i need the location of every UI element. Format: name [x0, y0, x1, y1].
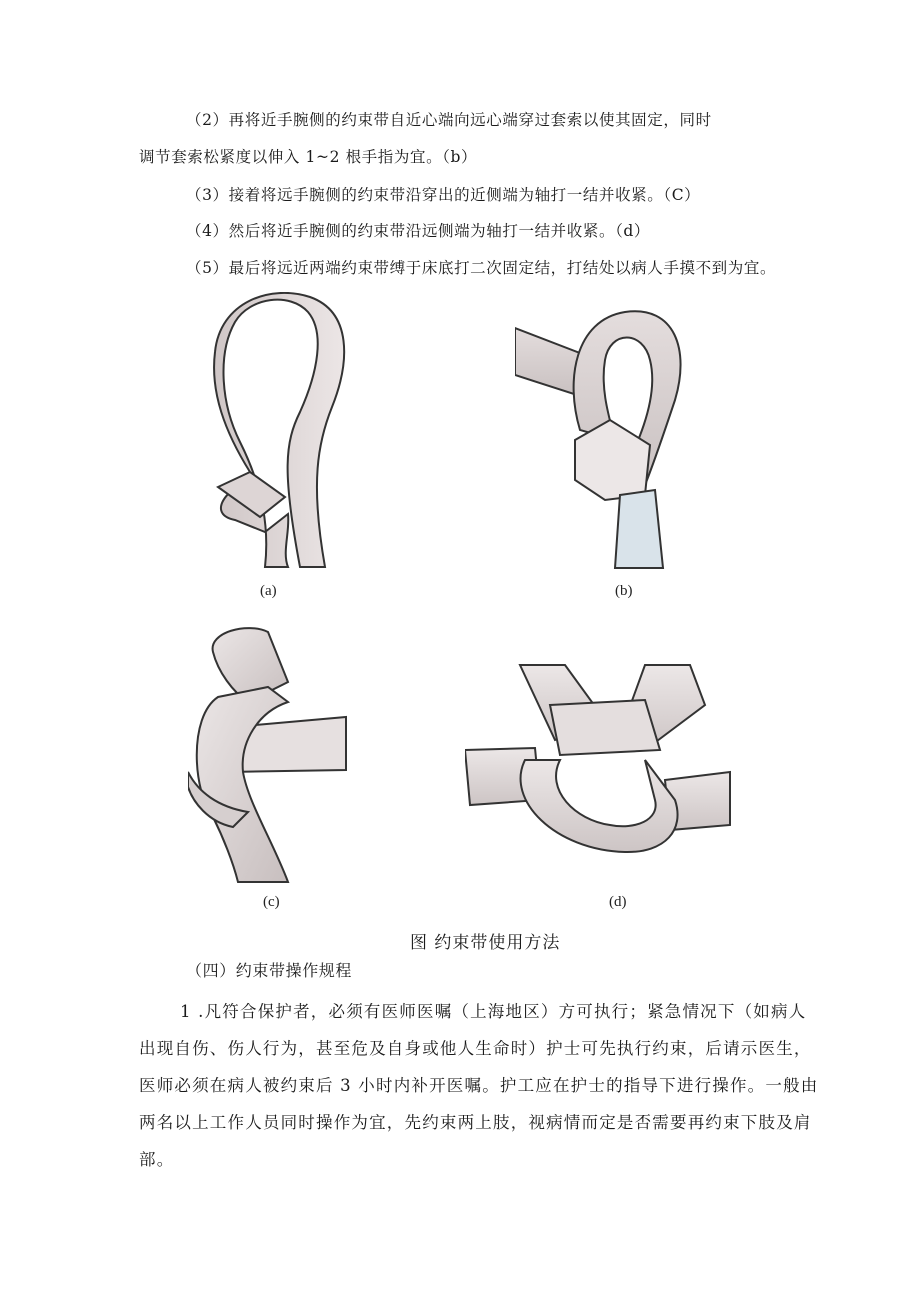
step-2-line-2: 调节套索松紧度以伸入 1~2 根手指为宜。（b）	[139, 148, 478, 166]
knot-figure-b	[515, 300, 715, 570]
step-2-line-1: （2）再将近手腕侧的约束带自近心端向远心端穿过套索以使其固定，同时	[186, 111, 712, 129]
knot-figure-d	[465, 660, 735, 885]
step-3: （3）接着将远手腕侧的约束带沿穿出的近侧端为轴打一结并收紧。（C）	[186, 186, 701, 204]
figure-label-c: (c)	[263, 894, 280, 910]
step-5: （5）最后将远近两端约束带缚于床底打二次固定结，打结处以病人手摸不到为宜。	[186, 259, 777, 277]
step-4: （4）然后将近手腕侧的约束带沿远侧端为轴打一结并收紧。（d）	[186, 222, 651, 240]
paragraph-line-3: 医师必须在病人被约束后 3 小时内补开医嘱。护工应在护士的指导下进行操作。一般由	[139, 1076, 819, 1095]
section-heading: （四）约束带操作规程	[186, 961, 353, 980]
paragraph-line-2: 出现自伤、伤人行为，甚至危及自身或他人生命时）护士可先执行约束，后请示医生，	[139, 1039, 812, 1058]
paragraph-line-5: 部。	[139, 1150, 175, 1169]
figure-label-b: (b)	[615, 583, 633, 599]
knot-figure-a	[190, 292, 370, 572]
figure-label-d: (d)	[609, 894, 627, 910]
knot-figure-c	[188, 622, 353, 884]
figure-label-a: (a)	[260, 583, 277, 599]
figure-caption: 图 约束带使用方法	[410, 933, 561, 953]
paragraph-line-1: 1 .凡符合保护者，必须有医师医嘱（上海地区）方可执行；紧急情况下（如病人	[180, 1002, 807, 1021]
paragraph-line-4: 两名以上工作人员同时操作为宜，先约束两上肢，视病情而定是否需要再约束下肢及肩	[139, 1113, 812, 1132]
